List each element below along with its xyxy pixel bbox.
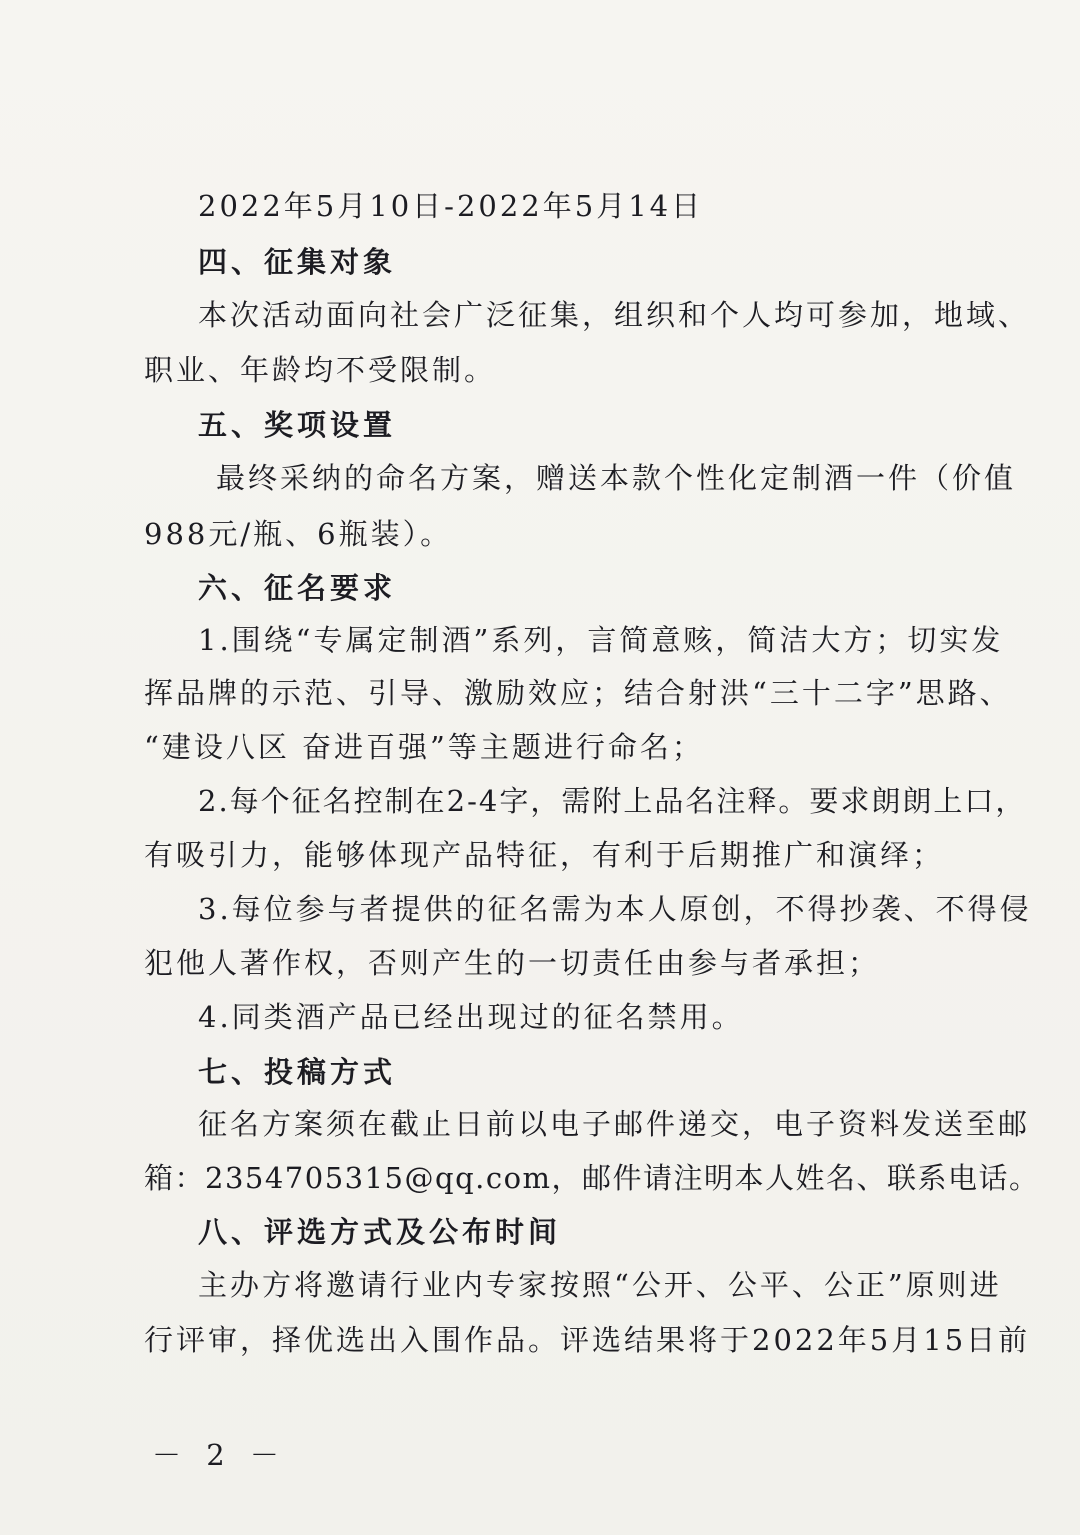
section-6-item-2-line-1: 2.每个征名控制在2-4字，需附上品名注释。要求朗朗上口，: [198, 784, 1027, 818]
section-6-heading: 六、征名要求: [198, 571, 397, 605]
section-6-item-4-line-1: 4.同类酒产品已经出现过的征名禁用。: [198, 1000, 744, 1034]
section-6-item-3-line-2: 犯他人著作权，否则产生的一切责任由参与者承担；: [144, 946, 881, 980]
section-6-item-1-line-2: 挥品牌的示范、引导、激励效应；结合射洪“三十二字”思路、: [144, 676, 1012, 710]
section-6-item-3-line-1: 3.每位参与者提供的征名需为本人原创，不得抄袭、不得侵: [198, 892, 1032, 926]
section-7-paragraph-line-1: 征名方案须在截止日前以电子邮件递交，电子资料发送至邮: [198, 1107, 1031, 1141]
section-6-item-1-line-3: “建设八区 奋进百强”等主题进行命名；: [144, 730, 704, 764]
section-5-paragraph-line-1: 最终采纳的命名方案，赠送本款个性化定制酒一件（价值: [216, 461, 1017, 495]
page-number: － 2 －: [152, 1438, 287, 1472]
section-7-heading: 七、投稿方式: [198, 1055, 397, 1089]
section-4-paragraph-line-1: 本次活动面向社会广泛征集，组织和个人均可参加，地域、: [198, 298, 1031, 332]
section-8-paragraph-line-1: 主办方将邀请行业内专家按照“公开、公平、公正”原则进: [198, 1268, 1002, 1302]
section-8-heading: 八、评选方式及公布时间: [198, 1215, 562, 1249]
date-range-line: 2022年5月10日-2022年5月14日: [198, 189, 704, 223]
section-8-paragraph-line-2: 行评审，择优选出入围作品。评选结果将于2022年5月15日前: [144, 1323, 1031, 1357]
section-4-paragraph-line-2: 职业、年龄均不受限制。: [144, 353, 497, 387]
section-5-heading: 五、奖项设置: [198, 408, 397, 442]
section-5-paragraph-line-2: 988元/瓶、6瓶装）。: [144, 517, 453, 551]
section-6-item-2-line-2: 有吸引力，能够体现产品特征，有利于后期推广和演绎；: [144, 838, 945, 872]
section-7-paragraph-line-2: 箱：2354705315@qq.com，邮件请注明本人姓名、联系电话。: [144, 1161, 1040, 1195]
section-6-item-1-line-1: 1.围绕“专属定制酒”系列，言简意赅，简洁大方；切实发: [198, 623, 1004, 657]
section-4-heading: 四、征集对象: [198, 245, 397, 279]
